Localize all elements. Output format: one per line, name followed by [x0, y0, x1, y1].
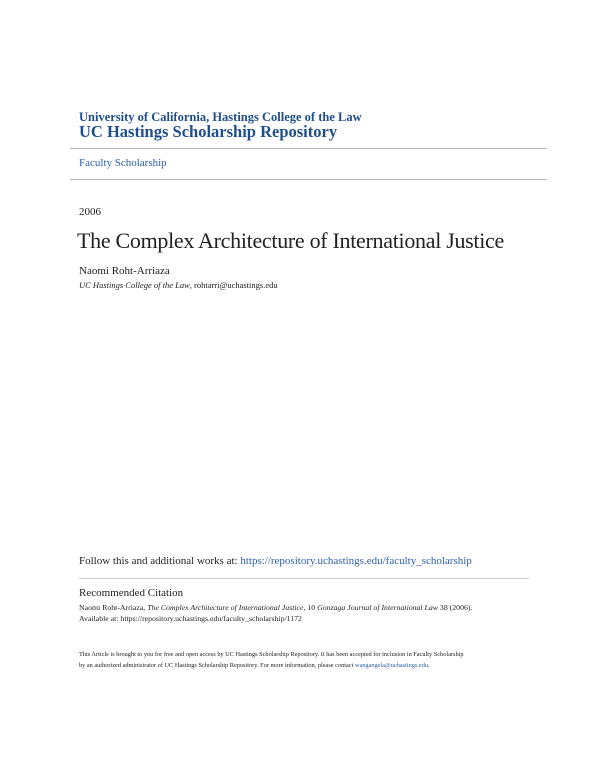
- access-notice-line2: by an authorized administrator of UC Hastings Scholarship Repository. For more information, please contact: [79, 662, 355, 669]
- citation-text: [79, 602, 472, 624]
- institution-name[interactable]: University of California, Hastings College of the Law: [79, 110, 362, 124]
- header-divider-top: [70, 148, 547, 149]
- citation-journal: Gonzaga Journal of International Law: [317, 603, 438, 612]
- citation-available-link[interactable]: Available at: https://repository.uchastings.edu/faculty_scholarship/1172: [79, 614, 302, 623]
- repository-title[interactable]: UC Hastings Scholarship Repository: [79, 122, 338, 141]
- series-link-faculty-scholarship[interactable]: Faculty Scholarship: [79, 157, 167, 169]
- author-affiliation: [79, 280, 278, 290]
- access-notice-end: .: [428, 662, 430, 669]
- citation-title: The Complex Architecture of International Justice: [147, 603, 304, 612]
- follow-works-line: [79, 555, 472, 567]
- author-name: Naomi Roht-Arriaza: [79, 265, 170, 277]
- article-title: The Complex Architecture of International Justice: [77, 228, 504, 253]
- follow-link[interactable]: https://repository.uchastings.edu/faculty_scholarship: [240, 555, 472, 567]
- access-notice: [79, 649, 464, 671]
- recommended-citation-heading: Recommended Citation: [79, 587, 184, 599]
- affiliation-institution: UC Hastings College of the Law: [79, 280, 190, 290]
- citation-volume: , 10: [303, 603, 318, 612]
- citation-author: Naomi Roht-Arriaza,: [79, 603, 148, 612]
- citation-divider: [79, 578, 529, 579]
- access-notice-line1: This Article is brought to you for free and open access by UC Hastings Scholarship Repository. It has been accepted for inclusion in Faculty Scholarship: [79, 651, 464, 658]
- contact-email-link[interactable]: wangangela@uchastings.edu: [354, 662, 429, 669]
- publication-year: 2006: [79, 206, 101, 218]
- citation-tail: 38 (2006).: [437, 603, 473, 612]
- follow-prefix: Follow this and additional works at:: [79, 555, 241, 567]
- header-divider-bottom: [70, 179, 547, 180]
- affiliation-email[interactable]: , rohtarri@uchastings.edu: [189, 280, 278, 290]
